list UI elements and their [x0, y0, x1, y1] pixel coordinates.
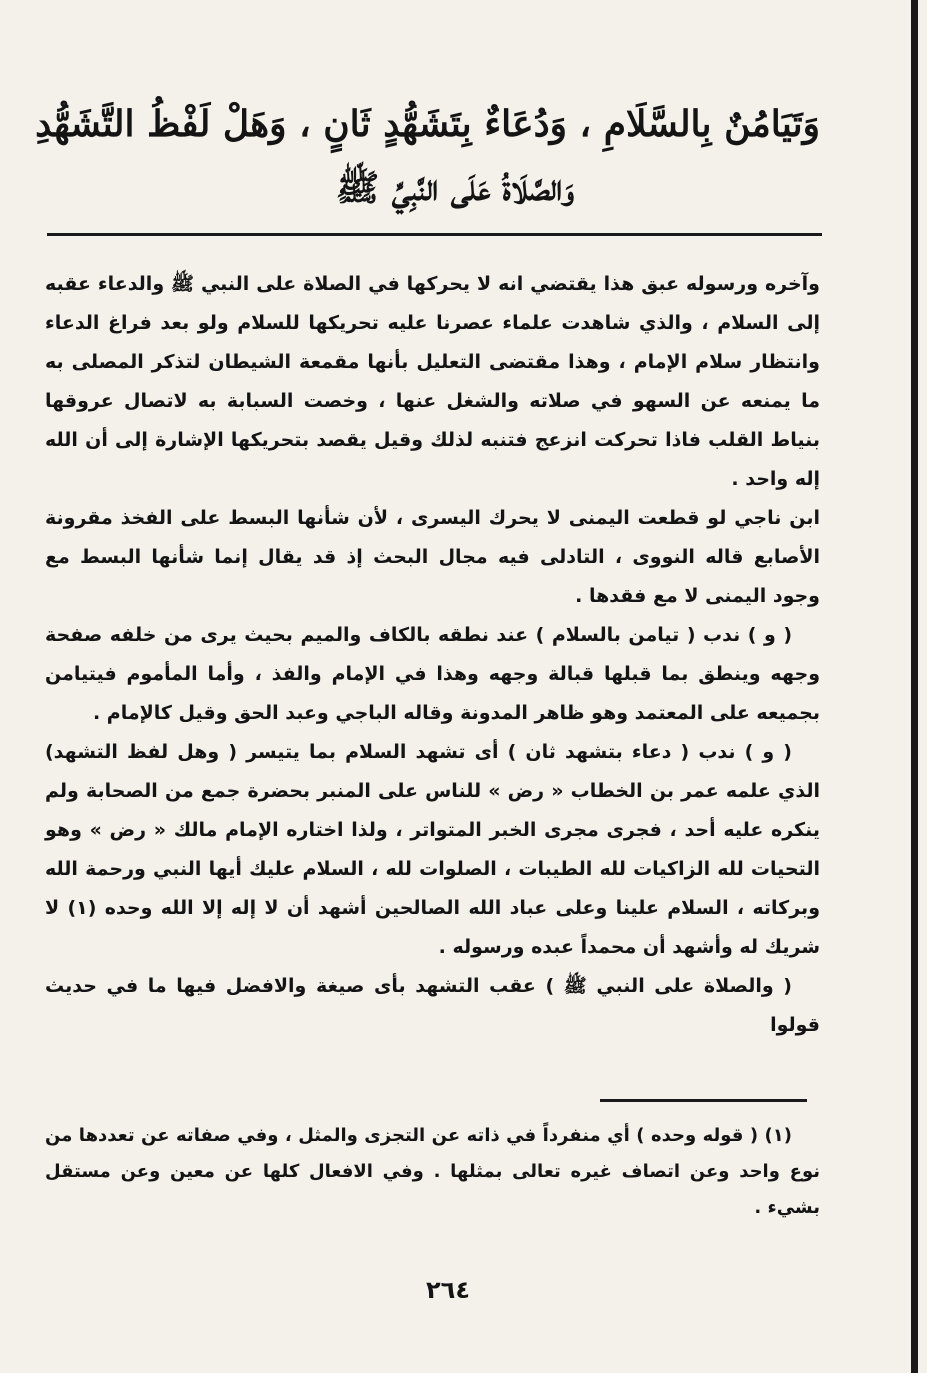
heading-line-2: وَالصَّلَاةُ عَلَى النَّبِيِّ ﷺ: [335, 167, 575, 209]
page-number: ٢٦٤: [426, 1276, 470, 1304]
footnote: [45, 1118, 820, 1226]
main-text: [45, 265, 820, 1045]
paragraph-2: ابن ناجي لو قطعت اليمنى لا يحرك اليسرى ، لأن شأنها البسط على الفخذ مقرونة الأصابع قاله النووى ، التادلى فيه مجال البحث إذ قد يقال إنما شأنها البسط مع وجود اليمنى لا مع فقدها .: [45, 507, 820, 607]
paragraph-5: ( والصلاة على النبي ﷺ ) عقب التشهد بأى صيغة والافضل فيها ما في حديث قولوا: [45, 975, 820, 1036]
paragraph-1: وآخره ورسوله عبق هذا يقتضي انه لا يحركها في الصلاة على النبي ﷺ والدعاء عقبه إلى السلام ، والذي شاهدت علماء عصرنا عليه تحريكها للسلام ولو بعد فراغ الدعاء وانتظار سلام الإمام ، وهذا مقتضى التعليل بأنها مقمعة الشيطان لتذكر المصلى به ما يمنعه عن السهو في صلاته والشغل عنها ، وخصت السبابة به لاتصال عروقها بنياط القلب فاذا تحركت انزعج فتنبه لذلك وقيل يقصد بتحريكها الإشارة إلى أن الله إله واحد .: [45, 273, 820, 490]
section-heading: [35, 92, 820, 220]
footnote-divider: [600, 1099, 807, 1102]
paragraph-3: ( و ) ندب ( تيامن بالسلام ) عند نطقه بالكاف والميم بحيث يرى من خلفه صفحة وجهه وينطق بما قبلها قبالة وجهه وهذا في الإمام والفذ ، وأما المأموم فيتيامن بجميعه على المعتمد وهو ظاهر المدونة وقاله الباجي وعبد الحق وقيل كالإمام .: [45, 624, 820, 724]
heading-line-1: وَتَيَامُنٌ بِالسَّلَامِ ، وَدُعَاءٌ بِتَشَهُّدٍ ثَانٍ ، وَهَلْ لَفْظُ التَّشَهُّدِ: [35, 103, 820, 145]
footnote-text: (١) ( قوله وحده ) أي منفرداً في ذاته عن التجزى والمثل ، وفي صفاته عن تعددها من نوع واحد وعن اتصاف غيره تعالى بمثلها . وفي الافعال كلها عن معين وعن مستقل بشيء .: [45, 1125, 820, 1218]
heading-divider: [47, 233, 822, 236]
page-edge-bar: [911, 0, 918, 1373]
paragraph-4: ( و ) ندب ( دعاء بتشهد ثان ) أى تشهد السلام بما يتيسر ( وهل لفظ التشهد) الذي علمه عمر بن الخطاب « رض » للناس على المنبر بحضرة جمع من الصحابة ولم ينكره عليه أحد ، فجرى مجرى الخبر المتواتر ، ولذا اختاره الإمام مالك « رض » وهو التحيات لله الزاكيات لله الطيبات ، الصلوات لله ، السلام عليك أيها النبي ورحمة الله وبركاته ، السلام علينا وعلى عباد الله الصالحين أشهد أن لا إله إلا الله وحده (١) لا شريك له وأشهد أن محمداً عبده ورسوله .: [45, 741, 820, 958]
